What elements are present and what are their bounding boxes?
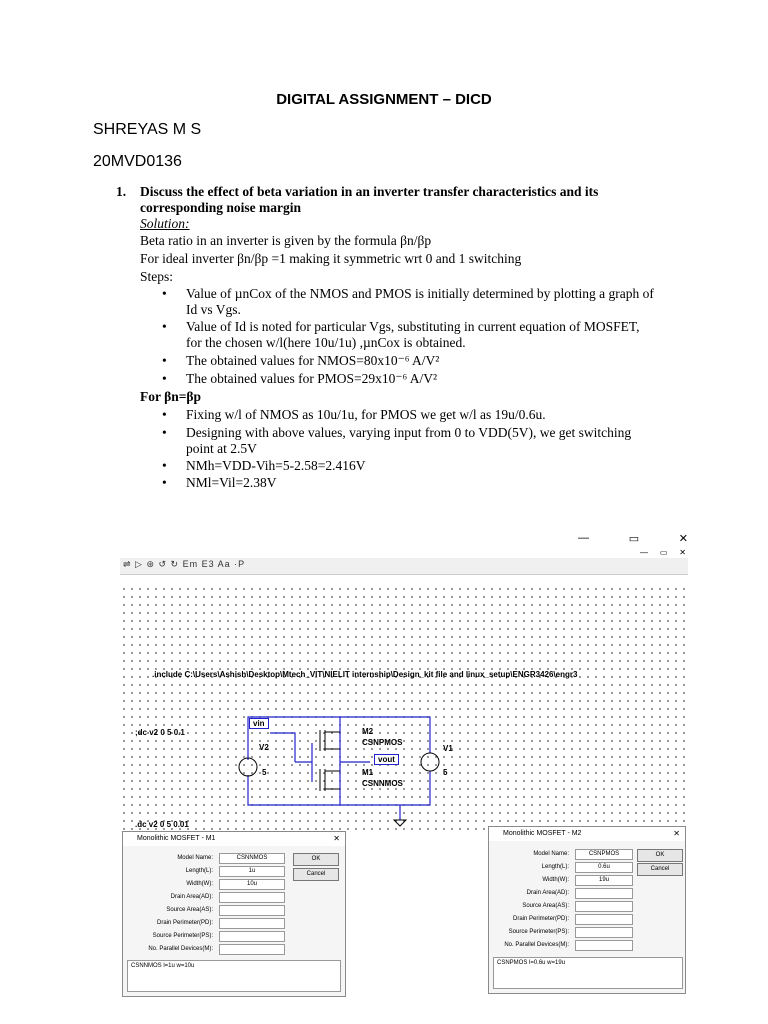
bullet-item bbox=[162, 407, 662, 424]
dc-comment: ;dc v2 0 5 0.1 bbox=[135, 728, 185, 737]
field-label: Drain Perimeter(PD): bbox=[156, 920, 213, 926]
bullet-item bbox=[162, 458, 662, 475]
include-directive: .include C:\Users\Ashish\Desktop\Mtech_VIT\NIELIT internship\Design_kit file and linux_setup\ENGR3426\engr3 bbox=[152, 670, 578, 679]
spice-line-preview: CSNNMOS l=1u w=10u bbox=[127, 960, 341, 992]
vout-label: vout bbox=[374, 754, 399, 765]
parallel-devices-field[interactable] bbox=[575, 940, 633, 951]
bullet-marker: • bbox=[162, 425, 167, 440]
bullet-text: Designing with above values, varying input from 0 to VDD(5V), we get switching point at 2.5V bbox=[186, 425, 632, 456]
ltspice-toolbar bbox=[120, 558, 688, 575]
minimize-icon[interactable]: — bbox=[578, 532, 589, 544]
bullet-text: The obtained values for PMOS=29x10⁻⁶ A/V² bbox=[186, 371, 438, 386]
field-label: Width(W): bbox=[542, 877, 569, 883]
bullet-marker: • bbox=[162, 319, 167, 334]
source-perimeter-field[interactable] bbox=[219, 931, 285, 942]
dc-directive: .dc v2 0 5 0.01 bbox=[135, 820, 189, 829]
bullet-text: The obtained values for NMOS=80x10⁻⁶ A/V² bbox=[186, 353, 440, 368]
field-label: Length(L): bbox=[541, 864, 569, 870]
bullet-item bbox=[162, 475, 662, 492]
field-label: Drain Area(AD): bbox=[170, 894, 213, 900]
window-controls bbox=[578, 532, 688, 545]
source-area-field[interactable] bbox=[575, 901, 633, 912]
field-label: No. Parallel Devices(M): bbox=[148, 946, 213, 952]
drain-area-field[interactable] bbox=[219, 892, 285, 903]
bullet-marker: • bbox=[162, 475, 167, 490]
registration-number: 20MVD0136 bbox=[93, 153, 182, 170]
m1-model: CSNNMOS bbox=[362, 779, 403, 788]
ok-button[interactable]: OK bbox=[637, 849, 683, 862]
ideal-inverter-line: For ideal inverter βn/βp =1 making it symmetric wrt 0 and 1 switching bbox=[140, 251, 522, 266]
close-icon[interactable]: ✕ bbox=[673, 829, 680, 838]
drain-perimeter-field[interactable] bbox=[219, 918, 285, 929]
close-icon[interactable]: ✕ bbox=[678, 533, 688, 545]
bullet-text: Fixing w/l of NMOS as 10u/1u, for PMOS we get w/l as 19u/0.6u. bbox=[186, 407, 546, 422]
mosfet-dialog-m1 bbox=[122, 831, 346, 997]
field-label: Width(W): bbox=[186, 881, 213, 887]
cancel-button[interactable]: Cancel bbox=[637, 863, 683, 876]
model-name-field[interactable]: CSNPMOS bbox=[575, 849, 633, 860]
field-label: Source Area(AS): bbox=[522, 903, 569, 909]
bullet-marker: • bbox=[162, 458, 167, 473]
v2-label: V2 bbox=[259, 743, 269, 752]
close-icon[interactable]: ✕ bbox=[333, 834, 340, 843]
maximize-icon[interactable]: ▭ bbox=[659, 548, 668, 557]
field-label: Source Area(AS): bbox=[166, 907, 213, 913]
ok-button[interactable]: OK bbox=[293, 853, 339, 866]
length-field[interactable]: 1u bbox=[219, 866, 285, 877]
dialog-title: Monolithic MOSFET - M1 bbox=[123, 832, 345, 846]
field-label: Source Perimeter(PS): bbox=[152, 933, 213, 939]
author-name: SHREYAS M S bbox=[93, 121, 202, 138]
drain-perimeter-field[interactable] bbox=[575, 914, 633, 925]
bullet-text: NMh=VDD-Vih=5-2.58=2.416V bbox=[186, 458, 366, 473]
dialog-title: Monolithic MOSFET - M2 bbox=[489, 827, 685, 841]
steps-label: Steps: bbox=[140, 269, 174, 284]
bullet-marker: • bbox=[162, 286, 167, 301]
field-label: Source Perimeter(PS): bbox=[508, 929, 569, 935]
toolbar-icons[interactable]: ⇌ ▷ ⊛ ↺ ↻ Em E3 Aa ·P bbox=[123, 559, 246, 569]
bullet-text: Value of µnCox of the NMOS and PMOS is initially determined by plotting a graph of Id vs Vgs. bbox=[186, 286, 654, 317]
source-area-field[interactable] bbox=[219, 905, 285, 916]
v1-value: 5 bbox=[443, 768, 448, 777]
maximize-icon[interactable]: ▭ bbox=[628, 533, 640, 545]
bullet-item bbox=[162, 353, 662, 370]
field-label: Model Name: bbox=[177, 855, 213, 861]
m2-model: CSNPMOS bbox=[362, 738, 403, 747]
bullet-item bbox=[162, 286, 662, 320]
document-title: DIGITAL ASSIGNMENT – DICD bbox=[276, 91, 492, 108]
minimize-icon[interactable]: — bbox=[640, 548, 648, 557]
bullet-text: Value of Id is noted for particular Vgs, substituting in current equation of MOSFET, for the chosen w/l(here 10u/1u) ,µnCox is obtained. bbox=[186, 319, 640, 350]
source-perimeter-field[interactable] bbox=[575, 927, 633, 938]
for-beta-equal-line: For βn=βp bbox=[140, 389, 202, 404]
m1-label: M1 bbox=[362, 768, 374, 777]
bullet-text: NMl=Vil=2.38V bbox=[186, 475, 277, 490]
vin-label: vin bbox=[249, 718, 269, 729]
spice-line-preview: CSNPMOS l=0.6u w=19u bbox=[493, 957, 683, 989]
bullet-item bbox=[162, 425, 662, 459]
cancel-button[interactable]: Cancel bbox=[293, 868, 339, 881]
bullet-marker: • bbox=[162, 353, 167, 368]
model-name-field[interactable]: CSNNMOS bbox=[219, 853, 285, 864]
width-field[interactable]: 10u bbox=[219, 879, 285, 890]
field-label: Drain Perimeter(PD): bbox=[512, 916, 569, 922]
field-label: No. Parallel Devices(M): bbox=[504, 942, 569, 948]
bullet-marker: • bbox=[162, 371, 167, 386]
v1-label: V1 bbox=[443, 744, 453, 753]
field-label: Drain Area(AD): bbox=[526, 890, 569, 896]
question-1 bbox=[116, 184, 656, 218]
inner-window-controls bbox=[640, 548, 686, 557]
m2-label: M2 bbox=[362, 727, 374, 736]
bullet-marker: • bbox=[162, 407, 167, 422]
field-label: Model Name: bbox=[533, 851, 569, 857]
v2-value: 5 bbox=[262, 768, 267, 777]
beta-ratio-line: Beta ratio in an inverter is given by the formula βn/βp bbox=[140, 233, 432, 248]
drain-area-field[interactable] bbox=[575, 888, 633, 899]
solution-label: Solution: bbox=[140, 216, 190, 231]
question-number: 1. bbox=[116, 184, 127, 199]
bullet-item bbox=[162, 371, 662, 388]
close-icon[interactable]: ✕ bbox=[679, 548, 686, 557]
bullet-item bbox=[162, 319, 662, 353]
question-text: Discuss the effect of beta variation in an inverter transfer characteristics and its corresponding noise margin bbox=[140, 184, 599, 215]
length-field[interactable]: 0.6u bbox=[575, 862, 633, 873]
width-field[interactable]: 19u bbox=[575, 875, 633, 886]
field-label: Length(L): bbox=[185, 868, 213, 874]
mosfet-dialog-m2 bbox=[488, 826, 686, 994]
parallel-devices-field[interactable] bbox=[219, 944, 285, 955]
